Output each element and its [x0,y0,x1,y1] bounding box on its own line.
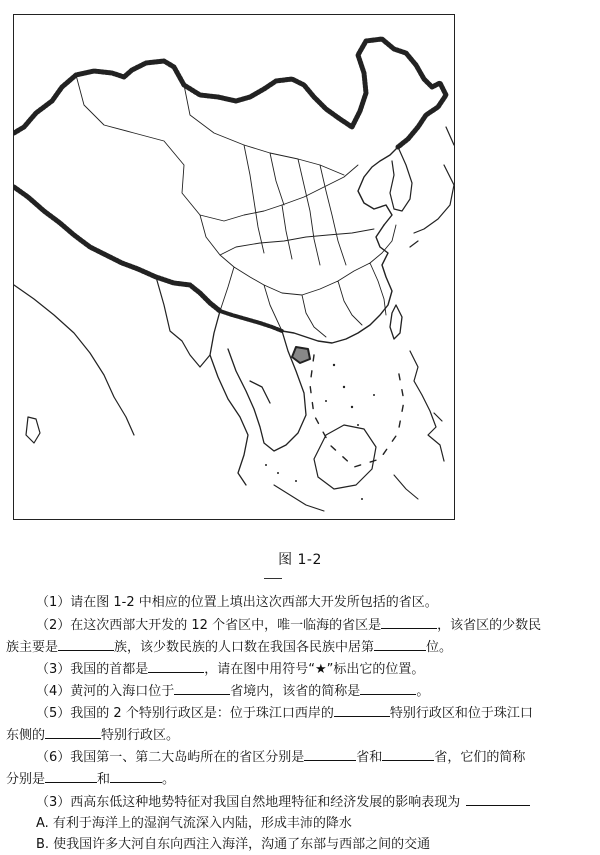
map-drawing [14,15,455,520]
nine-dash-line [310,355,404,467]
question-text: 。 [162,772,176,787]
question-6-line-2 [0,770,600,789]
question-text: 位。 [426,640,453,655]
question-text: 族，该少数民族的人口数在我国各民族中居第 [114,640,375,655]
indian-subcontinent [14,277,210,435]
question-text: 东侧的 [6,728,46,743]
answer-blank-second-island-province[interactable] [382,748,434,761]
national-border-north [14,39,446,147]
option-a[interactable] [0,815,600,833]
question-5-line-2 [0,726,600,745]
question-number: （2） [36,618,71,633]
question-7 [0,793,600,812]
question-text: 西高东低这种地势特征对我国自然地理特征和经济发展的影响表现为 [70,795,461,810]
answer-blank-west-sar[interactable] [334,704,390,717]
answer-blank-first-abbreviation[interactable] [45,770,97,783]
question-number: （3） [36,795,71,810]
question-text: 特别行政区和位于珠江口 [389,706,533,721]
question-text: 在这次西部大开发的 12 个省区中，唯一临海的省区是 [70,618,382,633]
question-text: 分别是 [6,772,46,787]
answer-blank-coastal-province[interactable] [381,616,437,629]
question-number: （4） [36,684,71,699]
question-text: 和 [97,772,111,787]
answer-blank-east-sar[interactable] [45,726,101,739]
answer-blank-capital[interactable] [148,660,204,673]
answer-blank-rank[interactable] [374,638,426,651]
question-text: 族主要是 [6,640,59,655]
china-outline-map [13,14,455,520]
province-lines [76,75,396,337]
answer-blank-abbreviation[interactable] [360,682,416,695]
question-2-line-2 [0,638,600,657]
question-4 [0,682,600,701]
korean-peninsula [390,147,412,211]
answer-blank-second-abbreviation[interactable] [110,770,162,783]
question-number: （1） [36,595,71,610]
question-text: 我国的 2 个特别行政区是：位于珠江口西岸的 [70,706,334,721]
south-china-sea-islands [265,364,375,500]
question-text: 黄河的入海口位于 [70,684,175,699]
question-text: 我国第一、第二大岛屿所在的省区分别是 [70,750,305,765]
option-b-text: B. 使我国许多大河自东向西注入海洋，沟通了东部与西部之间的交通 [36,837,431,852]
question-number: （6） [36,750,71,765]
borneo [314,425,376,489]
question-text: 省和 [356,750,383,765]
figure-caption: 图 1-2 [278,552,322,568]
answer-blank-first-island-province[interactable] [304,748,356,761]
question-text: ，请在图中用符号“★”标出它的位置。 [204,662,425,677]
option-a-text: A. 有利于海洋上的湿润气流深入内陆，形成丰沛的降水 [36,816,352,831]
question-text: 省境内，该省的简称是 [230,684,361,699]
question-text: 省，它们的简称 [434,750,526,765]
sri-lanka [26,417,40,443]
answer-blank-ethnic-group[interactable] [58,638,114,651]
option-b[interactable] [0,836,600,854]
question-5-line-1 [0,704,600,723]
taiwan-island [390,305,402,339]
question-text: 。 [416,684,430,699]
answer-blank-province[interactable] [174,682,230,695]
question-3 [0,660,600,679]
question-number: （5） [36,706,71,721]
question-number: （3） [36,662,71,677]
national-border-west [14,187,220,311]
caption-underline-mark [264,578,282,583]
question-text: 我国的首都是 [70,662,149,677]
hainan-island [292,347,310,363]
answer-blank-choice[interactable] [466,793,530,806]
philippines [410,351,444,461]
question-1 [0,594,600,612]
national-border-south [220,311,282,331]
japan-islands [410,127,454,247]
question-6-line-1 [0,748,600,767]
indochina-peninsula [210,311,306,485]
question-2-line-1 [0,616,600,635]
question-text: 特别行政区。 [101,728,180,743]
question-text: ，该省区的少数民 [437,618,542,633]
east-coastline [282,225,392,343]
question-text: 请在图 1-2 中相应的位置上填出这次西部大开发所包括的省区。 [70,595,438,610]
